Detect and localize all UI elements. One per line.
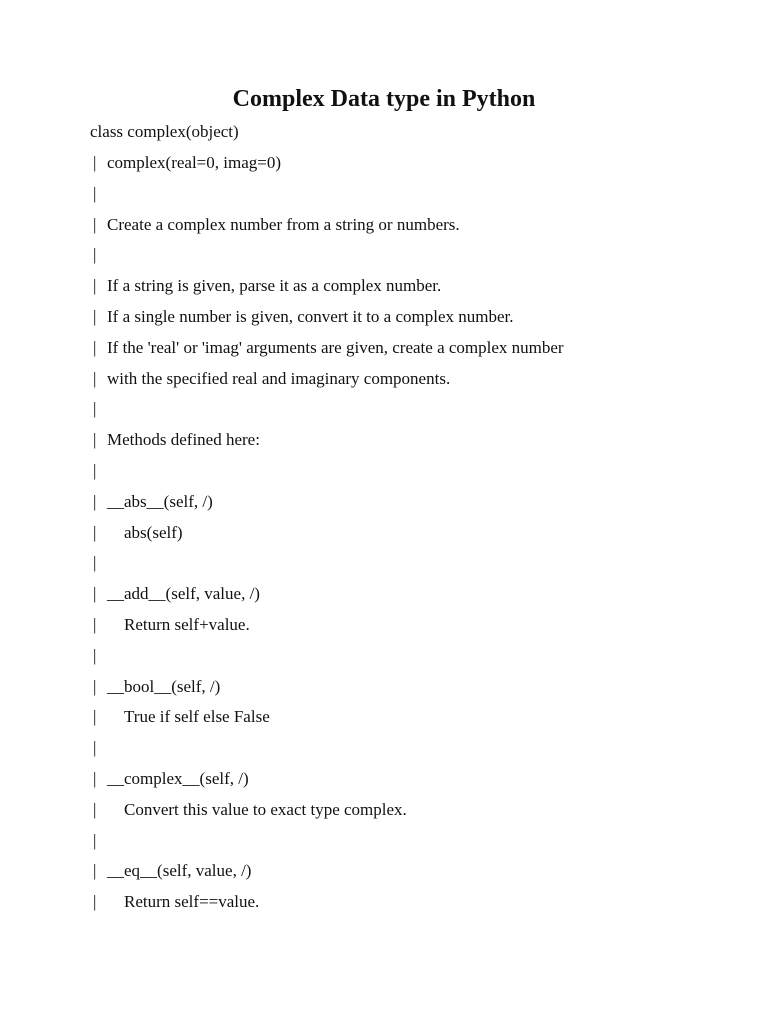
margin-bar: | bbox=[93, 830, 97, 850]
docstring-text: If a string is given, parse it as a complex number. bbox=[107, 276, 442, 296]
margin-bar: | bbox=[93, 276, 97, 296]
docstring-text: If the 'real' or 'imag' arguments are given, create a complex number bbox=[107, 337, 564, 357]
docstring-text: __complex__(self, /) bbox=[107, 768, 249, 788]
docstring-line bbox=[93, 428, 564, 459]
docstring-line bbox=[93, 705, 564, 736]
docstring-line bbox=[93, 551, 564, 582]
docstring-text: __add__(self, value, /) bbox=[107, 584, 260, 604]
margin-bar: | bbox=[93, 491, 97, 511]
docstring-line bbox=[93, 459, 564, 490]
docstring-line bbox=[93, 490, 564, 521]
margin-bar: | bbox=[93, 892, 97, 912]
docstring-line bbox=[93, 243, 564, 274]
docstring-line bbox=[93, 336, 564, 367]
margin-bar: | bbox=[93, 738, 97, 758]
docstring-line bbox=[93, 151, 564, 182]
docstring-text: Return self+value. bbox=[124, 614, 250, 634]
docstring-text: True if self else False bbox=[124, 707, 270, 727]
margin-bar: | bbox=[93, 153, 97, 172]
margin-bar: | bbox=[93, 799, 97, 819]
docstring-text: Methods defined here: bbox=[107, 430, 260, 450]
docstring-text: abs(self) bbox=[124, 522, 183, 542]
docstring-line bbox=[93, 829, 564, 860]
margin-bar: | bbox=[93, 430, 97, 450]
docstring-text: with the specified real and imaginary components. bbox=[107, 368, 451, 388]
docstring-line bbox=[93, 767, 564, 798]
margin-bar: | bbox=[93, 399, 97, 419]
margin-bar: | bbox=[93, 676, 97, 696]
margin-bar: | bbox=[93, 645, 97, 665]
margin-bar: | bbox=[93, 214, 97, 234]
margin-bar: | bbox=[93, 614, 97, 634]
docstring-text: Convert this value to exact type complex. bbox=[124, 799, 407, 819]
docstring-line bbox=[93, 736, 564, 767]
margin-bar: | bbox=[93, 460, 97, 480]
margin-bar: | bbox=[93, 553, 97, 573]
docstring-line bbox=[93, 274, 564, 305]
docstring-text: Create a complex number from a string or numbers. bbox=[107, 214, 460, 234]
docstring-line bbox=[93, 213, 564, 244]
docstring-line bbox=[93, 644, 564, 675]
docstring-line bbox=[93, 367, 564, 398]
page-title: Complex Data type in Python bbox=[232, 86, 536, 112]
docstring-text: If a single number is given, convert it to a complex number. bbox=[107, 306, 514, 326]
docstring-line bbox=[93, 397, 564, 428]
margin-bar: | bbox=[93, 368, 97, 388]
margin-bar: | bbox=[93, 306, 97, 326]
margin-bar: | bbox=[93, 861, 97, 881]
docstring-line bbox=[93, 890, 564, 921]
margin-bar: | bbox=[93, 337, 97, 357]
docstring-text: __bool__(self, /) bbox=[107, 676, 221, 696]
docstring-line bbox=[93, 859, 564, 890]
margin-bar: | bbox=[93, 707, 97, 727]
docstring-line bbox=[93, 798, 564, 829]
docstring-line bbox=[93, 182, 564, 213]
margin-bar: | bbox=[93, 245, 97, 265]
docstring-text: complex(real=0, imag=0) bbox=[107, 153, 282, 172]
docstring-line bbox=[93, 521, 564, 552]
margin-bar: | bbox=[93, 183, 97, 203]
margin-bar: | bbox=[93, 768, 97, 788]
margin-bar: | bbox=[93, 584, 97, 604]
docstring-line bbox=[93, 613, 564, 644]
docstring-line bbox=[93, 305, 564, 336]
docstring-body bbox=[93, 151, 564, 921]
docstring-line bbox=[93, 675, 564, 706]
docstring-line bbox=[93, 582, 564, 613]
docstring-text: Return self==value. bbox=[124, 892, 260, 912]
margin-bar: | bbox=[93, 522, 97, 542]
docstring-text: __abs__(self, /) bbox=[107, 491, 213, 511]
class-signature: class complex(object) bbox=[90, 122, 239, 141]
docstring-text: __eq__(self, value, /) bbox=[107, 861, 252, 881]
